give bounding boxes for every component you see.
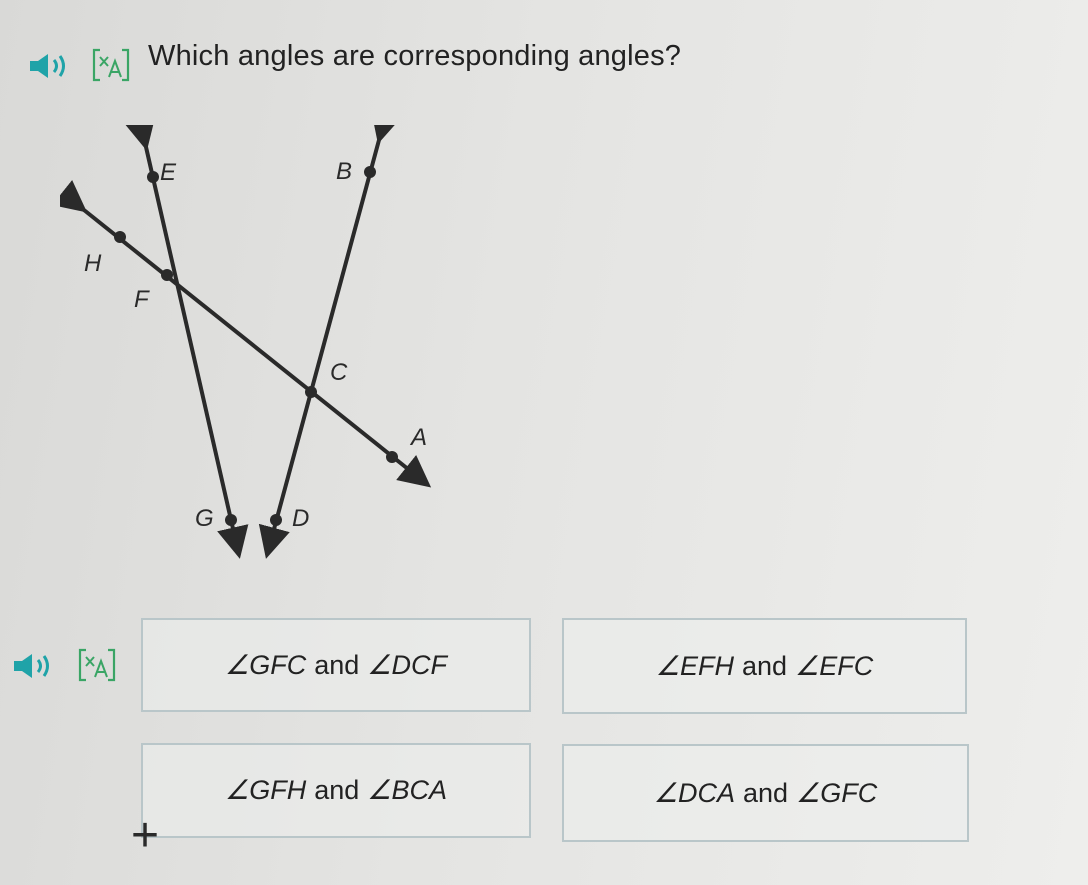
point-a [386,451,398,463]
label-f: F [134,286,149,313]
point-b [364,166,376,178]
option-second-angle: ∠GFC [796,777,878,808]
option-first-angle: ∠GFH [225,775,307,805]
label-h: H [84,250,102,277]
label-d: D [292,505,310,532]
point-d [270,514,282,526]
line-ha [84,210,428,485]
point-h [114,231,126,243]
point-c [305,386,317,398]
option-conjunction: and [314,775,360,805]
answer-option-efh-efc[interactable] [562,618,967,714]
answer-option-dca-gfc[interactable] [562,744,969,842]
answer-option-gfh-bca[interactable] [141,743,531,838]
question-text: Which angles are corresponding angles? [148,40,682,72]
option-second-angle: ∠DCF [367,649,447,680]
translate-icon[interactable] [90,46,132,84]
crosshair-cursor-icon: + [131,809,160,862]
label-a: A [411,424,428,451]
option-conjunction: and [314,649,360,680]
option-first-angle: ∠GFC [225,649,307,680]
speaker-icon[interactable] [28,52,72,80]
option-second-angle: ∠BCA [367,775,447,805]
answers-translate-icon[interactable] [76,646,118,684]
geometry-figure [60,125,460,575]
label-e: E [160,159,177,186]
option-first-angle: ∠DCA [653,777,735,808]
point-e [147,171,159,183]
option-first-angle: ∠EFH [655,650,734,681]
point-f [161,269,173,281]
line-bd [267,140,379,555]
option-conjunction: and [742,777,789,808]
label-c: C [330,359,348,386]
label-g: G [195,505,214,532]
point-g [225,514,237,526]
option-second-angle: ∠EFC [795,650,874,681]
option-conjunction: and [741,650,788,681]
line-eg [146,147,239,555]
label-b: B [336,158,353,185]
answers-speaker-icon[interactable] [12,652,56,680]
answer-option-gfc-dcf[interactable] [141,618,531,712]
